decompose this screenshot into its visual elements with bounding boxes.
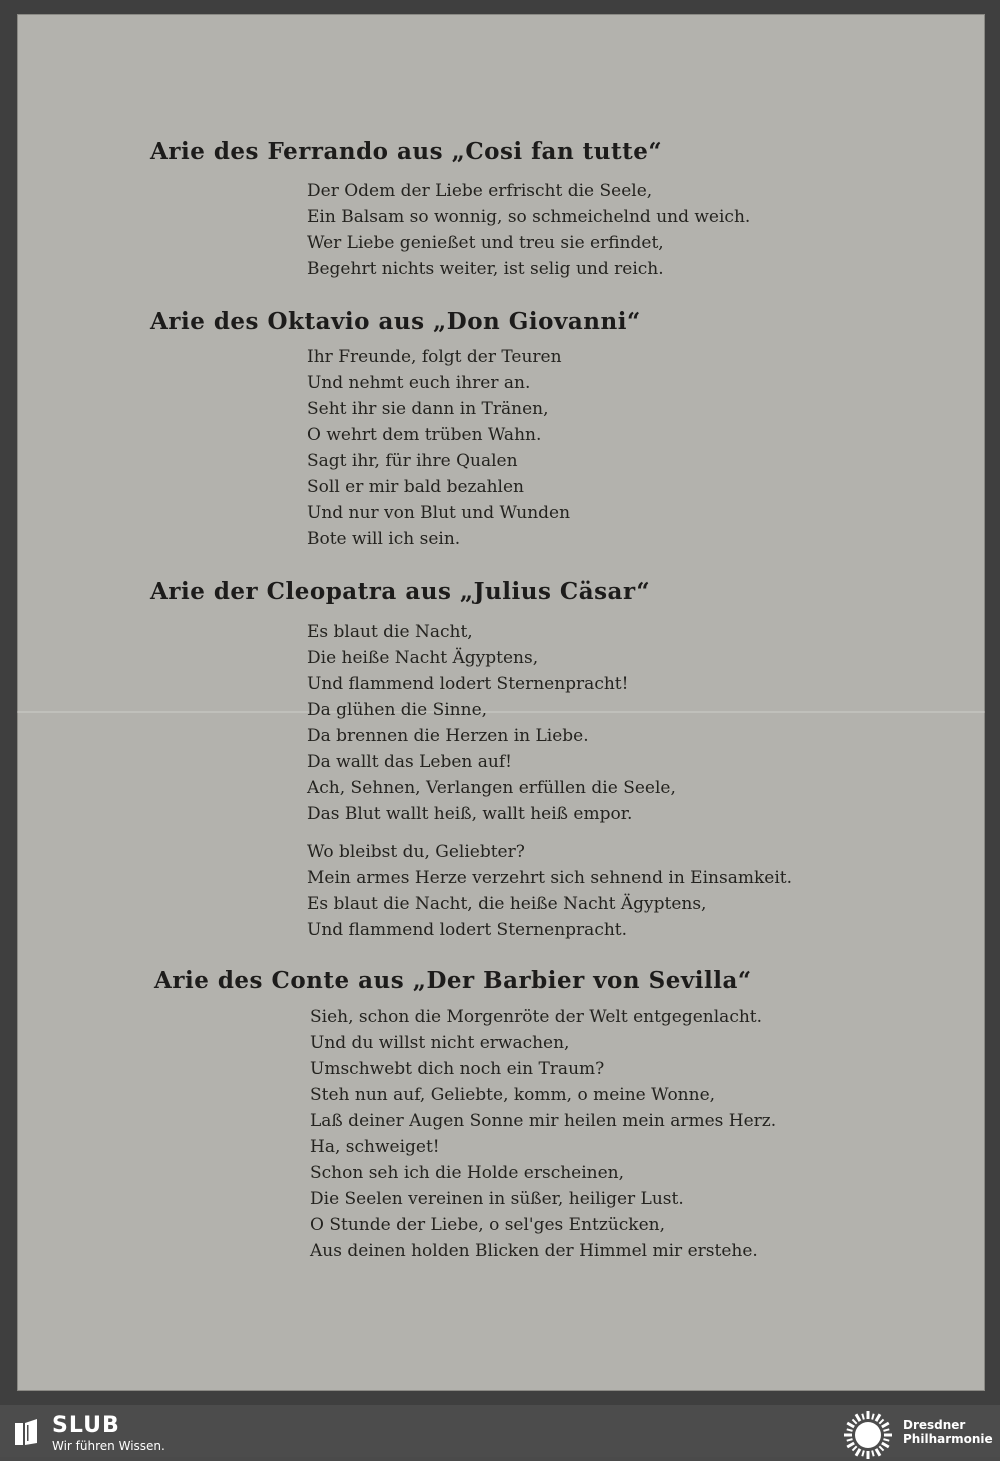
- program-sheet: [17, 14, 985, 1391]
- verse-line: Und flammend lodert Sternenpracht!: [307, 674, 629, 694]
- verse-line: Ha, schweiget!: [310, 1137, 440, 1157]
- verse-line: Die Seelen vereinen in süßer, heiliger Lust.: [310, 1189, 684, 1209]
- aria-text-cleopatra: [307, 619, 792, 943]
- verse-line: Umschwebt dich noch ein Traum?: [310, 1059, 605, 1079]
- verse-line: Da brennen die Herzen in Liebe.: [307, 726, 589, 746]
- verse-line: Die heiße Nacht Ägyptens,: [307, 648, 539, 668]
- verse-line: Der Odem der Liebe erfrischt die Seele,: [307, 181, 653, 201]
- aria-text-ferrando: [307, 178, 750, 282]
- verse-line: Seht ihr sie dann in Tränen,: [307, 399, 549, 419]
- aria-title-oktavio: Arie des Oktavio aus „Don Giovanni“: [150, 308, 641, 335]
- verse-line: Es blaut die Nacht, die heiße Nacht Ägyptens,: [307, 894, 707, 914]
- partner-name-line2: Philharmonie: [903, 1432, 993, 1446]
- slub-name[interactable]: SLUB: [52, 1413, 120, 1438]
- verse-line: Wer Liebe genießet und treu sie erfindet,: [307, 233, 664, 253]
- aria-title-cleopatra: Arie der Cleopatra aus „Julius Cäsar“: [150, 578, 651, 605]
- partner-name-line1: Dresdner: [903, 1418, 966, 1432]
- aria-title-ferrando: Arie des Ferrando aus „Cosi fan tutte“: [150, 138, 663, 165]
- verse-line: Sieh, schon die Morgenröte der Welt entgegenlacht.: [310, 1007, 763, 1027]
- aria-title-conte: Arie des Conte aus „Der Barbier von Sevilla“: [154, 967, 752, 994]
- verse-line: Und nur von Blut und Wunden: [307, 503, 571, 523]
- verse-line: Laß deiner Augen Sonne mir heilen mein armes Herz.: [310, 1111, 777, 1131]
- verse-line: Aus deinen holden Blicken der Himmel mir erstehe.: [310, 1241, 758, 1261]
- philharmonie-sun-logo-icon[interactable]: [842, 1409, 894, 1461]
- verse-line: O wehrt dem trüben Wahn.: [307, 425, 542, 445]
- slub-tagline: Wir führen Wissen.: [52, 1439, 165, 1453]
- verse-line: Mein armes Herze verzehrt sich sehnend in Einsamkeit.: [307, 868, 792, 888]
- verse-line: Ein Balsam so wonnig, so schmeichelnd und weich.: [307, 207, 751, 227]
- partner-name[interactable]: [903, 1418, 998, 1446]
- verse-line: Wo bleibst du, Geliebter?: [307, 842, 525, 862]
- verse-line: O Stunde der Liebe, o sel'ges Entzücken,: [310, 1215, 666, 1235]
- verse-line: Und du willst nicht erwachen,: [310, 1033, 570, 1053]
- verse-line: Da glühen die Sinne,: [307, 700, 488, 720]
- footer-bar: [0, 1405, 1000, 1457]
- verse-line: Das Blut wallt heiß, wallt heiß empor.: [307, 804, 633, 824]
- slub-logo-icon[interactable]: [13, 1417, 39, 1447]
- verse-line: Da wallt das Leben auf!: [307, 752, 512, 772]
- verse-line: Steh nun auf, Geliebte, komm, o meine Wonne,: [310, 1085, 716, 1105]
- verse-line: Es blaut die Nacht,: [307, 622, 473, 642]
- verse-line: Sagt ihr, für ihre Qualen: [307, 451, 518, 471]
- verse-line: Ach, Sehnen, Verlangen erfüllen die Seele,: [307, 778, 676, 798]
- verse-line: Und flammend lodert Sternenpracht.: [307, 920, 628, 940]
- verse-line: Und nehmt euch ihrer an.: [307, 373, 531, 393]
- verse-line: Bote will ich sein.: [307, 529, 461, 549]
- verse-line: Soll er mir bald bezahlen: [307, 477, 525, 497]
- aria-text-conte: [310, 1004, 776, 1264]
- verse-line: Ihr Freunde, folgt der Teuren: [307, 347, 562, 367]
- stanza-gap: [307, 827, 792, 839]
- aria-text-oktavio: [307, 344, 570, 552]
- verse-line: Begehrt nichts weiter, ist selig und reich.: [307, 259, 664, 279]
- verse-line: Schon seh ich die Holde erscheinen,: [310, 1163, 625, 1183]
